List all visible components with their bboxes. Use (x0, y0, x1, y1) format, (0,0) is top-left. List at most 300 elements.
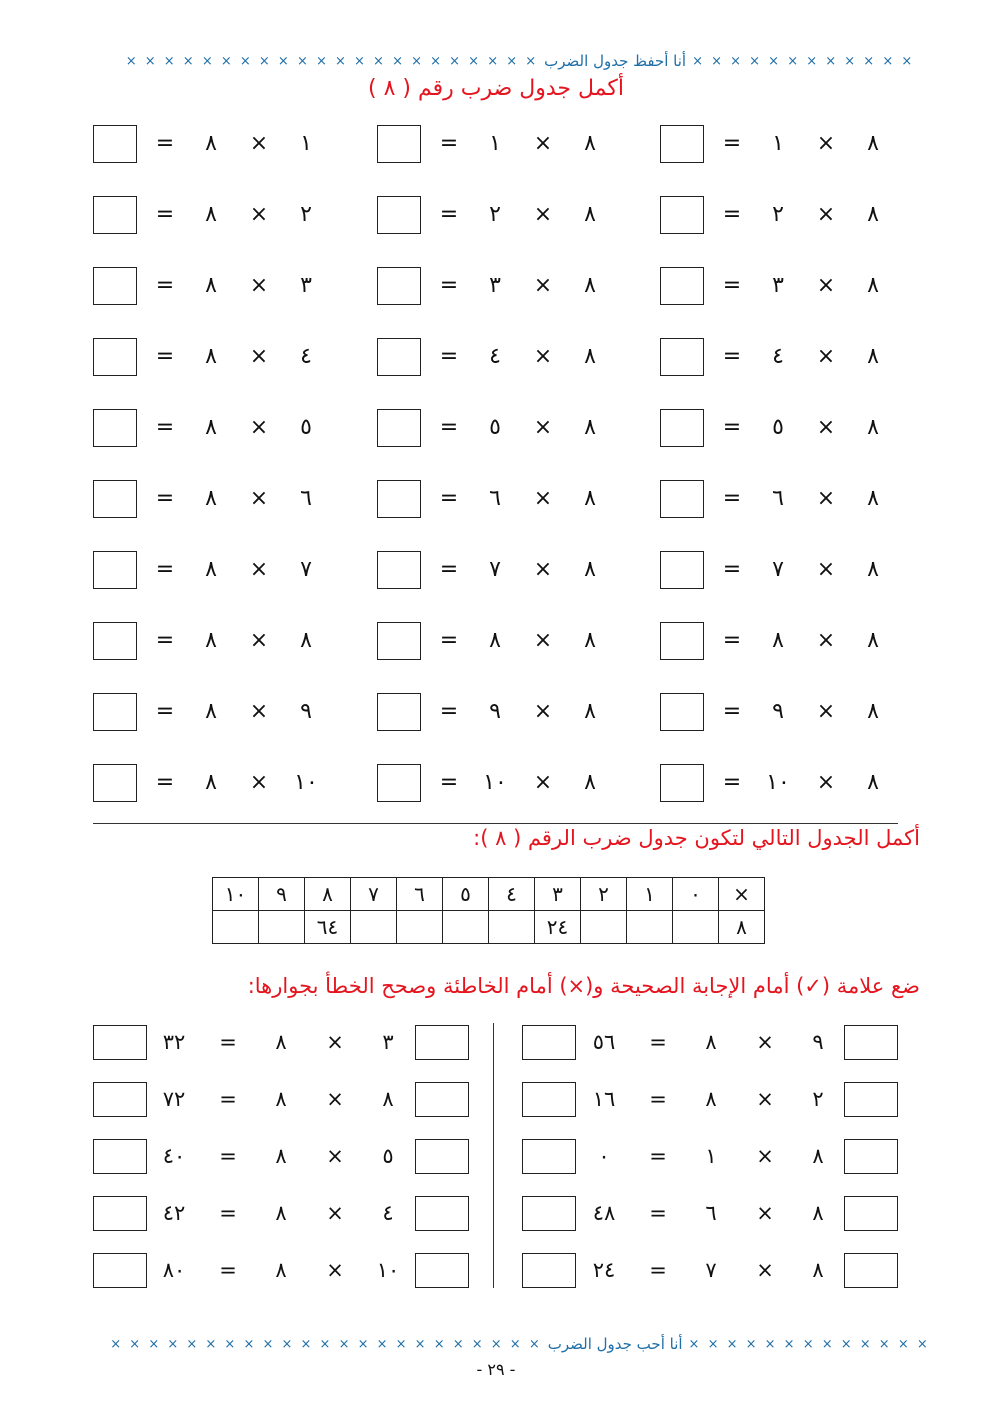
times-sign: × (756, 1087, 774, 1111)
equals-sign: = (219, 1258, 237, 1282)
check-box[interactable] (844, 1139, 898, 1174)
grid-row (93, 693, 898, 764)
operand: ٢ (489, 202, 501, 227)
table-value-cell: ٦٤ (305, 911, 351, 944)
operand: ٢ (812, 1087, 824, 1111)
answer-box[interactable] (660, 480, 704, 518)
problem (660, 196, 900, 236)
answer-box[interactable] (377, 622, 421, 660)
operand: ٧ (300, 557, 312, 582)
times-sign: × (533, 273, 553, 298)
grid-row (93, 480, 898, 551)
problem (660, 622, 900, 662)
equals-sign: = (155, 344, 175, 369)
correction-box[interactable] (93, 1196, 147, 1231)
equals-sign: = (155, 415, 175, 440)
answer-box[interactable] (377, 267, 421, 305)
operand: ٨ (205, 770, 217, 795)
operand: ٤ (300, 344, 312, 369)
answer-box[interactable] (93, 196, 137, 234)
answer-box[interactable] (93, 764, 137, 802)
correction-box[interactable] (93, 1139, 147, 1174)
times-sign: × (249, 699, 269, 724)
grid-row (93, 125, 898, 196)
operand: ٨ (584, 273, 596, 298)
times-sign: × (249, 628, 269, 653)
times-sign: × (816, 699, 836, 724)
answer-box[interactable] (93, 480, 137, 518)
operand: ٥ (382, 1144, 394, 1168)
operand: ٤ (489, 344, 501, 369)
equals-sign: = (439, 202, 459, 227)
answer-box[interactable] (377, 551, 421, 589)
problem (93, 693, 333, 733)
times-sign: × (249, 557, 269, 582)
answer-box[interactable] (377, 693, 421, 731)
page-header (120, 50, 920, 72)
times-sign: × (816, 557, 836, 582)
problem (377, 764, 617, 804)
times-sign: × (533, 344, 553, 369)
problem (377, 693, 617, 733)
table-header-cell: ٦ (397, 878, 443, 911)
times-sign: × (249, 131, 269, 156)
equals-sign: = (649, 1087, 667, 1111)
answer-box[interactable] (660, 125, 704, 163)
check-box[interactable] (415, 1082, 469, 1117)
operand: ٧ (705, 1258, 717, 1282)
operand: ٨ (867, 486, 879, 511)
result: ٤٠ (162, 1144, 186, 1168)
check-box[interactable] (415, 1253, 469, 1288)
operand: ٨ (867, 344, 879, 369)
equals-sign: = (439, 273, 459, 298)
correction-box[interactable] (522, 1253, 576, 1288)
answer-box[interactable] (377, 196, 421, 234)
table-value-cell[interactable] (213, 911, 259, 944)
equals-sign: = (649, 1030, 667, 1054)
times-sign: × (249, 415, 269, 440)
operand: ٨ (812, 1144, 824, 1168)
table-value-cell[interactable] (443, 911, 489, 944)
answer-box[interactable] (93, 267, 137, 305)
problem (93, 480, 333, 520)
problem (377, 551, 617, 591)
times-sign: × (533, 628, 553, 653)
check-row (93, 1139, 898, 1196)
operand: ٨ (867, 202, 879, 227)
problem (93, 409, 333, 449)
grid-row (93, 267, 898, 338)
equals-sign: = (155, 557, 175, 582)
table-header-cell: ١٠ (213, 878, 259, 911)
answer-box[interactable] (660, 764, 704, 802)
check-row (93, 1025, 898, 1082)
header-deco-left: × × × × × × × × × × × × × × × × × × × × × × (125, 53, 539, 69)
answer-box[interactable] (377, 409, 421, 447)
table-header-cell: ٢ (581, 878, 627, 911)
table-value-cell[interactable] (581, 911, 627, 944)
result: ٤٨ (592, 1201, 616, 1225)
operand: ٢ (300, 202, 312, 227)
equals-sign: = (219, 1087, 237, 1111)
grid-row (93, 764, 898, 835)
grid-row (93, 196, 898, 267)
equals-sign: = (439, 131, 459, 156)
operand: ٦ (772, 486, 784, 511)
problem (93, 125, 333, 165)
correction-box[interactable] (522, 1196, 576, 1231)
correction-box[interactable] (93, 1253, 147, 1288)
operand: ٥ (772, 415, 784, 440)
operand: ٨ (205, 202, 217, 227)
operand: ٨ (584, 699, 596, 724)
operand: ١٠ (483, 770, 507, 795)
equals-sign: = (439, 628, 459, 653)
times-sign: × (249, 273, 269, 298)
table-value-cell[interactable] (673, 911, 719, 944)
result: ٣٢ (162, 1030, 186, 1054)
section1-title: أكمل جدول ضرب رقم ( ٨ ) (368, 76, 624, 101)
operand: ٨ (584, 486, 596, 511)
check-box[interactable] (415, 1025, 469, 1060)
operand: ٤ (382, 1201, 394, 1225)
operand: ٨ (584, 770, 596, 795)
operand: ٧ (489, 557, 501, 582)
multiplication-grid (93, 125, 898, 835)
times-sign: × (249, 770, 269, 795)
operand: ٩ (812, 1030, 824, 1054)
equals-sign: = (155, 770, 175, 795)
times-table (212, 877, 765, 944)
equals-sign: = (439, 557, 459, 582)
operand: ٨ (275, 1258, 287, 1282)
times-sign: × (816, 415, 836, 440)
equals-sign: = (722, 770, 742, 795)
check-box[interactable] (844, 1253, 898, 1288)
table-value-cell[interactable] (259, 911, 305, 944)
equals-sign: = (649, 1201, 667, 1225)
problem (377, 267, 617, 307)
equals-sign: = (155, 202, 175, 227)
times-sign: × (816, 131, 836, 156)
operand: ٨ (812, 1258, 824, 1282)
operand: ٣ (382, 1030, 394, 1054)
operand: ١٠ (376, 1258, 400, 1282)
problem (660, 693, 900, 733)
operand: ٨ (275, 1201, 287, 1225)
operand: ٨ (867, 628, 879, 653)
footer-deco-left: × × × × × × × × × × × × × × × × × × × × × × × (110, 1336, 542, 1352)
result: ١٦ (592, 1087, 616, 1111)
operand: ٨ (489, 628, 501, 653)
times-sign: × (326, 1258, 344, 1282)
header-text: أنا أحفظ جدول الضرب (544, 52, 687, 70)
operand: ٨ (705, 1087, 717, 1111)
times-sign: × (756, 1144, 774, 1168)
operand: ٨ (275, 1087, 287, 1111)
equals-sign: = (722, 628, 742, 653)
equals-sign: = (722, 415, 742, 440)
correction-box[interactable] (93, 1025, 147, 1060)
operand: ١ (300, 131, 312, 156)
table-header-cell: ٣ (535, 878, 581, 911)
grid-row (93, 338, 898, 409)
operand: ١٠ (766, 770, 790, 795)
operand: ٩ (300, 699, 312, 724)
table-value-cell[interactable] (489, 911, 535, 944)
result: ٨٠ (162, 1258, 186, 1282)
operand: ٦ (705, 1201, 717, 1225)
operand: ٨ (867, 273, 879, 298)
times-sign: × (249, 486, 269, 511)
times-sign: × (249, 344, 269, 369)
answer-box[interactable] (93, 622, 137, 660)
operand: ٨ (584, 557, 596, 582)
problem (377, 338, 617, 378)
operand: ٨ (205, 628, 217, 653)
check-box[interactable] (415, 1139, 469, 1174)
page-footer (110, 1333, 930, 1355)
table-value-cell: ٢٤ (535, 911, 581, 944)
grid-row (93, 409, 898, 480)
operand: ٨ (205, 344, 217, 369)
operand: ٨ (275, 1144, 287, 1168)
operand: ٨ (867, 557, 879, 582)
equals-sign: = (439, 486, 459, 511)
table-value-cell[interactable] (627, 911, 673, 944)
times-sign: × (816, 628, 836, 653)
answer-box[interactable] (93, 551, 137, 589)
equals-sign: = (155, 486, 175, 511)
answer-box[interactable] (93, 409, 137, 447)
answer-box[interactable] (660, 409, 704, 447)
equals-sign: = (722, 344, 742, 369)
check-box[interactable] (844, 1082, 898, 1117)
footer-deco-right: × × × × × × × × × × × × × (688, 1336, 930, 1352)
operand: ١ (772, 131, 784, 156)
problem (660, 551, 900, 591)
times-sign: × (533, 415, 553, 440)
check-row (93, 1196, 898, 1253)
times-sign: × (533, 770, 553, 795)
times-sign: × (756, 1030, 774, 1054)
problem (377, 125, 617, 165)
times-sign: × (756, 1258, 774, 1282)
operand: ٥ (489, 415, 501, 440)
operand: ٨ (867, 415, 879, 440)
table-value-cell[interactable] (397, 911, 443, 944)
equals-sign: = (155, 131, 175, 156)
times-sign: × (816, 344, 836, 369)
result: ٢٤ (592, 1258, 616, 1282)
operand: ٨ (867, 131, 879, 156)
equals-sign: = (722, 202, 742, 227)
operand: ٨ (205, 557, 217, 582)
section-divider (93, 823, 898, 824)
problem (660, 125, 900, 165)
problem (660, 480, 900, 520)
operand: ٩ (772, 699, 784, 724)
operand: ٨ (205, 415, 217, 440)
footer-text: أنا أحب جدول الضرب (547, 1335, 683, 1353)
operand: ٨ (772, 628, 784, 653)
answer-box[interactable] (377, 480, 421, 518)
operand: ٩ (489, 699, 501, 724)
equals-sign: = (219, 1201, 237, 1225)
problem (93, 196, 333, 236)
operand: ٨ (584, 131, 596, 156)
times-sign: × (816, 202, 836, 227)
table-header-cell: ٥ (443, 878, 489, 911)
equals-sign: = (649, 1144, 667, 1168)
problem (660, 409, 900, 449)
problem (93, 622, 333, 662)
problem (377, 409, 617, 449)
operand: ٨ (584, 202, 596, 227)
times-sign: × (533, 202, 553, 227)
grid-row (93, 622, 898, 693)
times-sign: × (816, 770, 836, 795)
operand: ٦ (300, 486, 312, 511)
times-sign: × (326, 1201, 344, 1225)
operand: ٤ (772, 344, 784, 369)
section2-title: أكمل الجدول التالي لتكون جدول ضرب الرقم ( ٨ ): (473, 826, 920, 850)
operand: ٨ (205, 131, 217, 156)
equals-sign: = (722, 131, 742, 156)
times-sign: × (326, 1144, 344, 1168)
times-table-value-row (213, 911, 765, 944)
answer-box[interactable] (93, 693, 137, 731)
table-header-cell: ٨ (305, 878, 351, 911)
table-row-label: ٨ (719, 911, 765, 944)
operand: ١ (705, 1144, 717, 1168)
operand: ٥ (300, 415, 312, 440)
table-value-cell[interactable] (351, 911, 397, 944)
equals-sign: = (219, 1030, 237, 1054)
equals-sign: = (439, 344, 459, 369)
operand: ٨ (382, 1087, 394, 1111)
correction-box[interactable] (522, 1139, 576, 1174)
problem (93, 551, 333, 591)
check-grid (93, 1025, 898, 1310)
answer-box[interactable] (660, 267, 704, 305)
equals-sign: = (722, 699, 742, 724)
equals-sign: = (439, 699, 459, 724)
times-sign: × (249, 202, 269, 227)
operand: ٣ (772, 273, 784, 298)
equals-sign: = (649, 1258, 667, 1282)
times-sign: × (816, 273, 836, 298)
answer-box[interactable] (660, 693, 704, 731)
problem (93, 338, 333, 378)
problem (377, 480, 617, 520)
result: ٥٦ (592, 1030, 616, 1054)
answer-box[interactable] (93, 338, 137, 376)
operand: ٣ (300, 273, 312, 298)
operand: ٦ (489, 486, 501, 511)
answer-box[interactable] (377, 125, 421, 163)
problem (377, 622, 617, 662)
result: ٤٢ (162, 1201, 186, 1225)
answer-box[interactable] (660, 338, 704, 376)
times-table-header-row (213, 878, 765, 911)
grid-row (93, 551, 898, 622)
times-sign: × (816, 486, 836, 511)
table-header-cell: ٠ (673, 878, 719, 911)
correction-box[interactable] (522, 1082, 576, 1117)
operand: ٨ (300, 628, 312, 653)
equals-sign: = (439, 415, 459, 440)
operand: ٢ (772, 202, 784, 227)
problem (377, 196, 617, 236)
operand: ٨ (705, 1030, 717, 1054)
table-header-cell: ١ (627, 878, 673, 911)
equals-sign: = (155, 273, 175, 298)
times-sign: × (533, 557, 553, 582)
operand: ٣ (489, 273, 501, 298)
times-sign: × (756, 1201, 774, 1225)
answer-box[interactable] (377, 338, 421, 376)
equals-sign: = (155, 699, 175, 724)
times-sign: × (533, 486, 553, 511)
page-number: - ٢٩ - (476, 1360, 516, 1379)
operand: ٨ (205, 699, 217, 724)
answer-box[interactable] (660, 622, 704, 660)
table-header-cell: × (719, 878, 765, 911)
operand: ٨ (867, 699, 879, 724)
table-header-cell: ٩ (259, 878, 305, 911)
operand: ٧ (772, 557, 784, 582)
operand: ٨ (584, 344, 596, 369)
correction-box[interactable] (522, 1025, 576, 1060)
operand: ٨ (205, 486, 217, 511)
check-row (93, 1253, 898, 1310)
answer-box[interactable] (660, 196, 704, 234)
operand: ٨ (584, 628, 596, 653)
check-row (93, 1082, 898, 1139)
check-box[interactable] (844, 1025, 898, 1060)
section3-title: ضع علامة (✓) أمام الإجابة الصحيحة و(×) أمام الخاطئة وصحح الخطأ بجوارها: (247, 974, 920, 998)
equals-sign: = (722, 273, 742, 298)
problem (660, 764, 900, 804)
times-sign: × (326, 1087, 344, 1111)
table-header-cell: ٤ (489, 878, 535, 911)
equals-sign: = (439, 770, 459, 795)
header-deco-right: × × × × × × × × × × × × (692, 53, 915, 69)
operand: ١ (489, 131, 501, 156)
times-sign: × (533, 699, 553, 724)
problem (93, 764, 333, 804)
check-box[interactable] (844, 1196, 898, 1231)
check-box[interactable] (415, 1196, 469, 1231)
answer-box[interactable] (93, 125, 137, 163)
answer-box[interactable] (377, 764, 421, 802)
times-sign: × (533, 131, 553, 156)
operand: ٨ (275, 1030, 287, 1054)
equals-sign: = (155, 628, 175, 653)
operand: ٨ (205, 273, 217, 298)
operand: ٨ (812, 1201, 824, 1225)
equals-sign: = (722, 486, 742, 511)
table-header-cell: ٧ (351, 878, 397, 911)
times-sign: × (326, 1030, 344, 1054)
result: ٧٢ (162, 1087, 186, 1111)
correction-box[interactable] (93, 1082, 147, 1117)
answer-box[interactable] (660, 551, 704, 589)
operand: ٨ (867, 770, 879, 795)
operand: ٨ (584, 415, 596, 440)
